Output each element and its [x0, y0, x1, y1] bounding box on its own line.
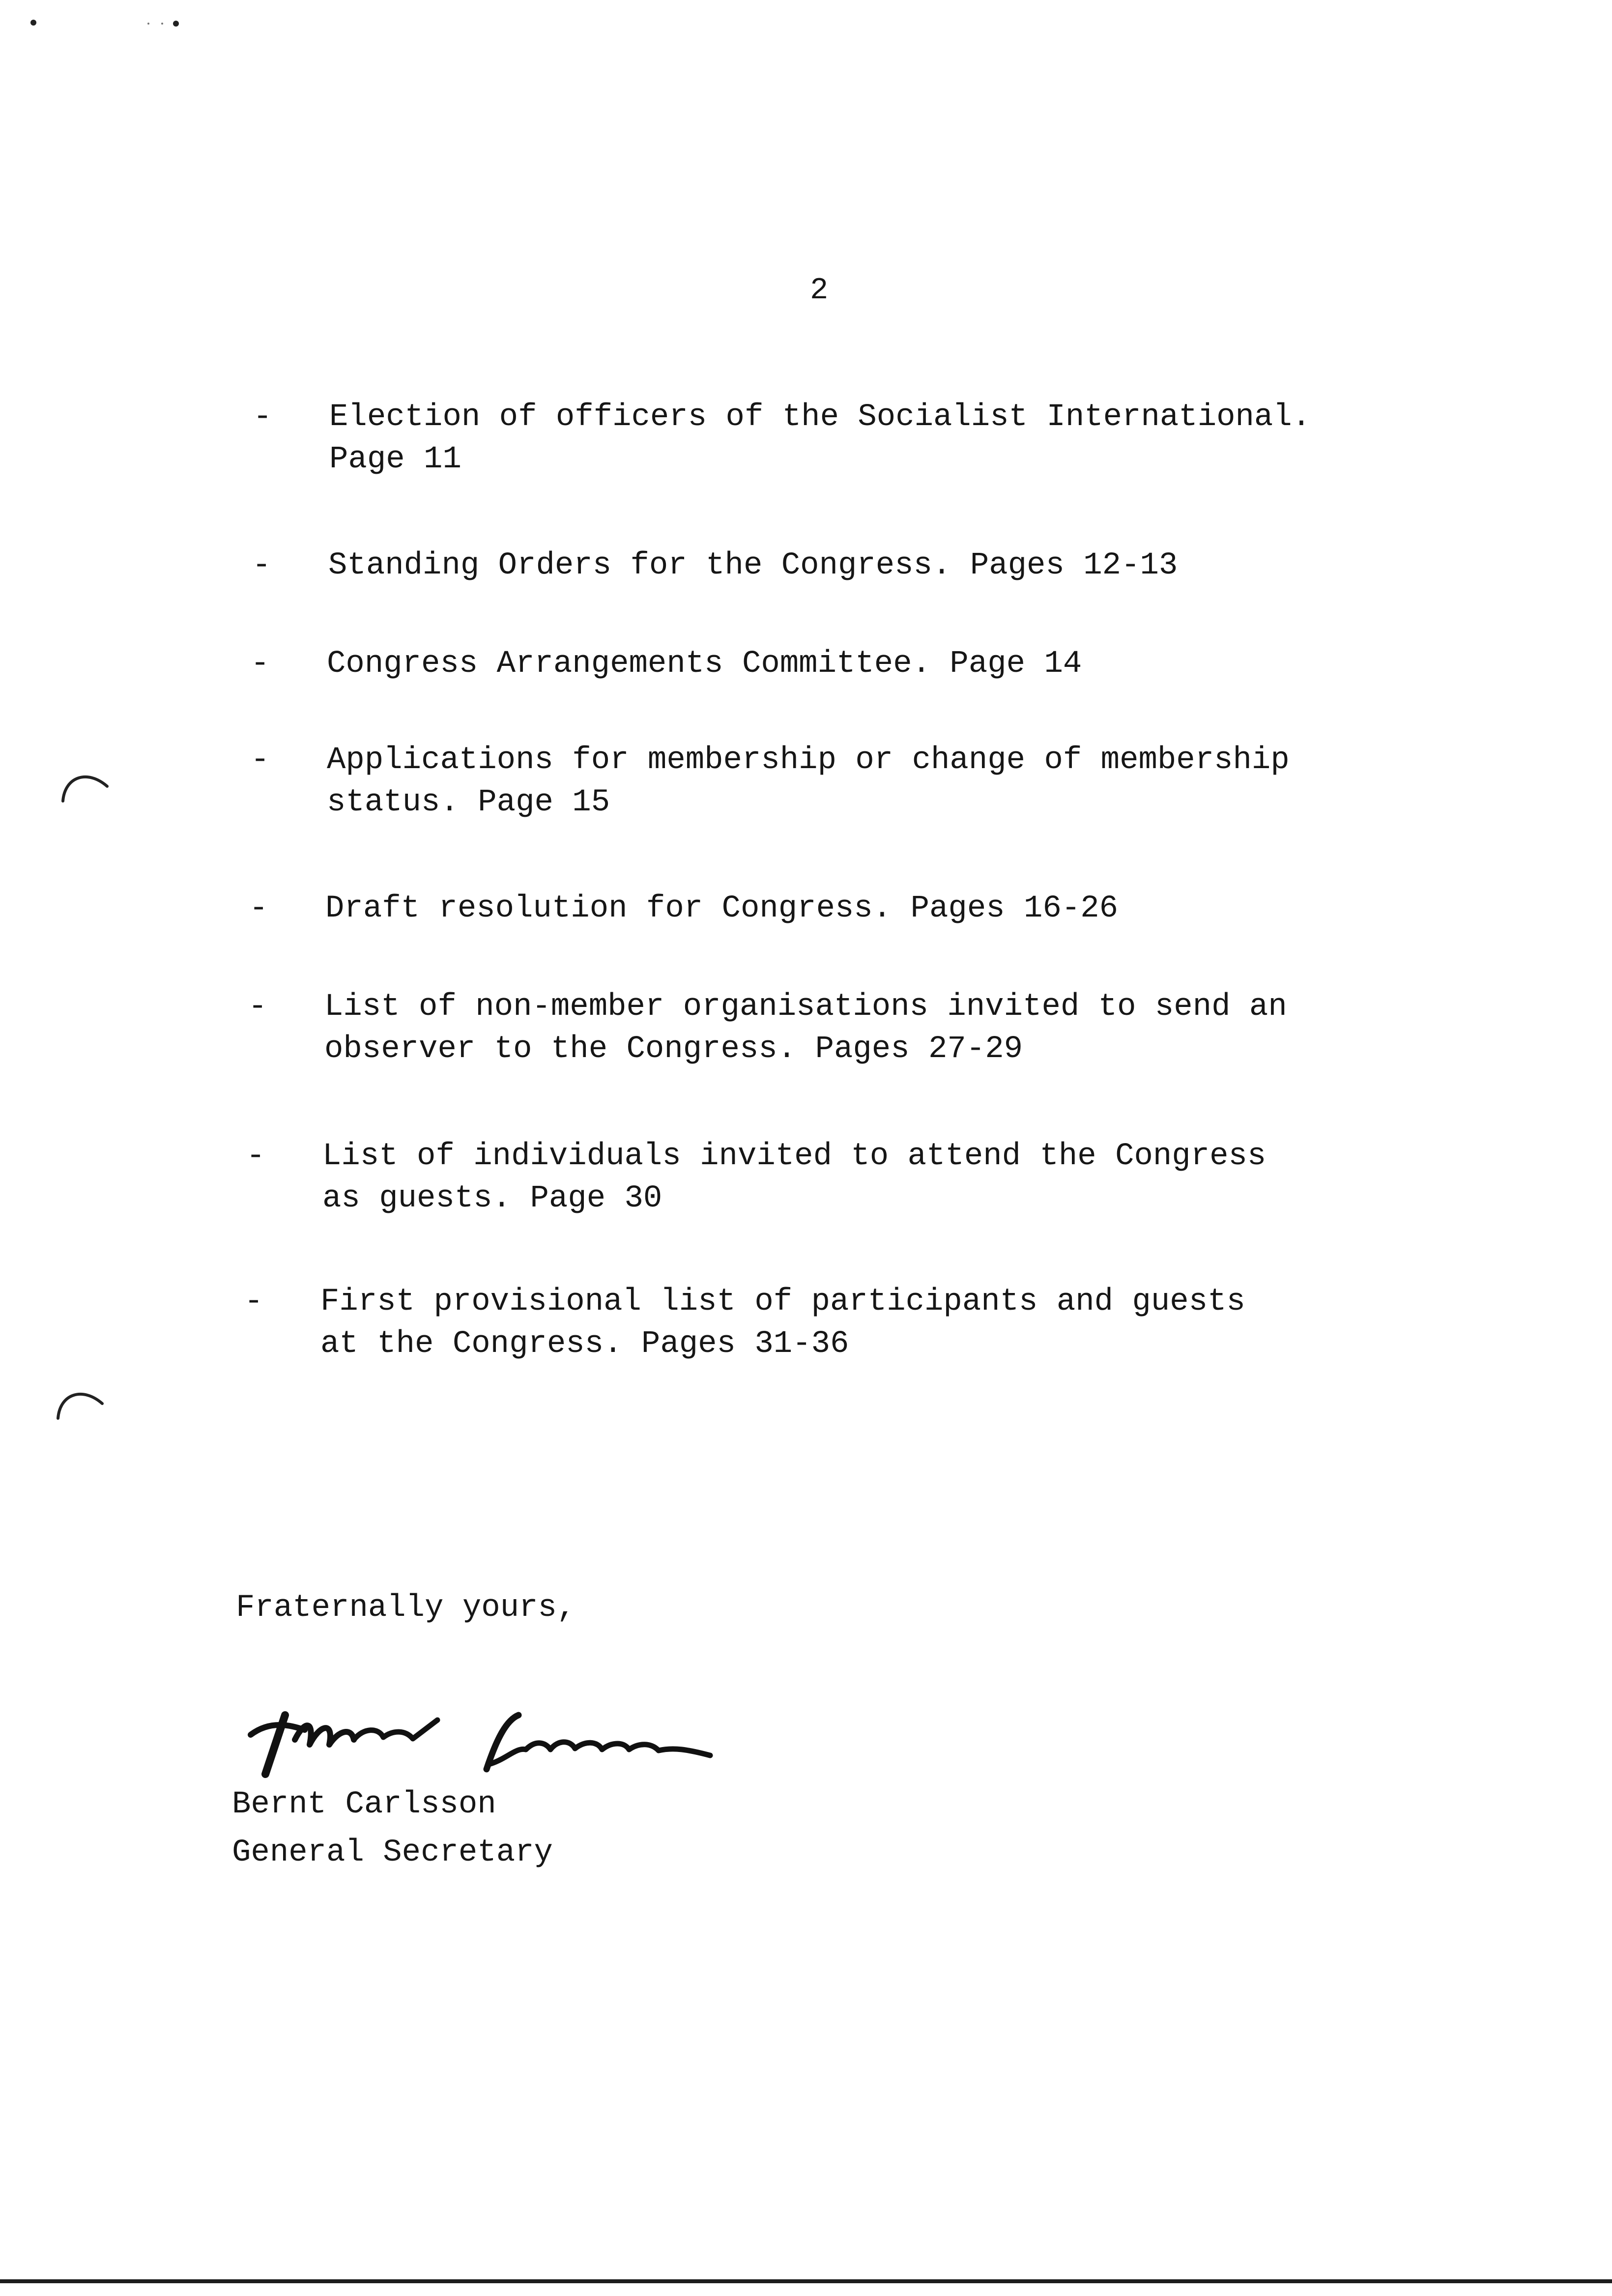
binder-hole-mark [58, 767, 112, 806]
list-item-line: List of non-member organisations invited to send an [324, 989, 1287, 1025]
scan-speck [147, 23, 149, 25]
list-dash: - [244, 1284, 263, 1320]
binder-hole-mark [52, 1384, 106, 1423]
list-item [249, 888, 1397, 930]
page-bottom-rule [0, 2279, 1612, 2283]
list-item [253, 396, 1401, 481]
list-item [248, 986, 1396, 1070]
scan-speck [30, 20, 36, 26]
list-item-line: Congress Arrangements Committee. Page 14 [327, 646, 1082, 682]
list-dash: - [251, 743, 270, 778]
signer-name: Bernt Carlsson [232, 1787, 496, 1822]
list-dash: - [246, 1139, 265, 1174]
list-item-line: observer to the Congress. Pages 27-29 [324, 1032, 1023, 1067]
list-item [252, 545, 1400, 587]
list-item-line: Election of officers of the Socialist International. [329, 400, 1311, 435]
scan-speck [161, 23, 163, 25]
list-item-line: Page 11 [329, 442, 461, 477]
list-item-line: List of individuals invited to attend the Congress [322, 1139, 1267, 1174]
closing-salutation: Fraternally yours, [236, 1590, 576, 1626]
list-dash: - [253, 400, 272, 435]
list-item-line: as guests. Page 30 [322, 1181, 662, 1216]
list-item-line: Standing Orders for the Congress. Pages 12-13 [328, 548, 1178, 583]
list-dash: - [251, 646, 270, 682]
list-item-line: Applications for membership or change of membership [327, 743, 1290, 778]
list-dash: - [248, 989, 267, 1025]
list-dash: - [252, 548, 271, 583]
list-item-line: status. Page 15 [327, 785, 610, 820]
list-item-line: First provisional list of participants and guests [320, 1284, 1245, 1320]
list-item [244, 1281, 1392, 1365]
page-number: 2 [810, 273, 829, 308]
signer-title: General Secretary [232, 1835, 553, 1870]
list-item [251, 643, 1398, 685]
list-dash: - [249, 891, 268, 926]
list-item-line: at the Congress. Pages 31-36 [320, 1326, 849, 1362]
list-item [251, 739, 1398, 824]
list-item-line: Draft resolution for Congress. Pages 16-26 [325, 891, 1119, 926]
scan-speck [173, 21, 179, 27]
list-item [246, 1135, 1394, 1220]
handwritten-signature [231, 1700, 722, 1784]
